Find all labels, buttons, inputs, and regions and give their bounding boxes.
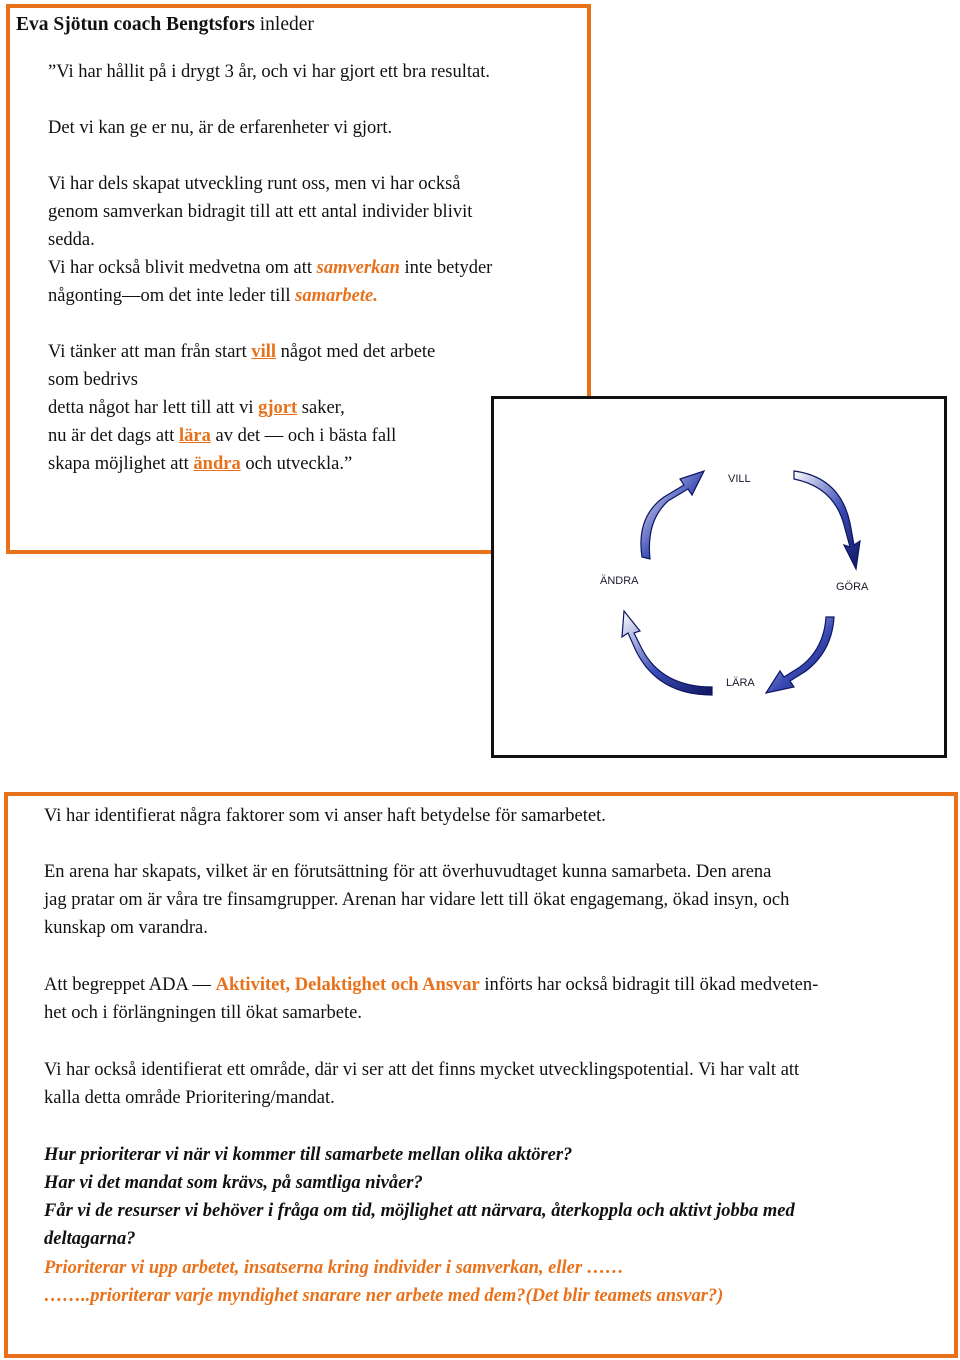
text: skapa möjlighet att — [48, 454, 194, 474]
keyword-andra: ändra — [193, 454, 241, 474]
arrow-vill-to-gora — [794, 471, 860, 569]
quote-line-9: som bedrivs — [48, 370, 138, 390]
paragraph-arena-line-3: kunskap om varandra. — [44, 918, 208, 938]
cycle-label-lara: LÄRA — [726, 677, 755, 689]
arrow-gora-to-lara — [766, 617, 834, 693]
question-1: Hur prioriterar vi när vi kommer till samarbete mellan olika aktörer? — [44, 1145, 573, 1165]
paragraph-arena-line-2: jag pratar om är våra tre finsamgrupper. Arenan har vidare lett till ökat engagemang, ökad insyn, och — [44, 890, 790, 910]
section-heading — [16, 14, 314, 36]
text: införts har också bidragit till ökad medveten- — [479, 975, 819, 995]
heading-speaker: Eva Sjötun coach Bengtsfors — [16, 14, 255, 35]
text: om det inte leder till — [140, 286, 296, 306]
keyword-vill: vill — [251, 342, 277, 362]
paragraph-arena-line-1: En arena har skapats, vilket är en förutsättning för att överhuvudtaget kunna samarbeta. Den arena — [44, 862, 772, 882]
text: något med det arbete — [276, 342, 436, 362]
text: detta något har lett till att vi — [48, 398, 259, 418]
paragraph-priority-line-1: Vi har också identifierat ett område, där vi ser att det finns mycket utvecklingspotential. Vi har valt att — [44, 1060, 800, 1080]
quote-line-7 — [48, 282, 588, 310]
cycle-diagram — [491, 396, 947, 758]
question-4: Prioriterar vi upp arbetet, insatserna kring individer i samverkan, eller …… — [44, 1258, 624, 1278]
emphasis-samverkan: samverkan — [316, 258, 400, 278]
quote-line-5: sedda. — [48, 230, 95, 250]
question-3-line-1: Får vi de resurser vi behöver i fråga om tid, möjlighet att närvara, återkoppla och aktivt jobba med — [44, 1201, 795, 1221]
cycle-arrows — [494, 399, 944, 755]
text: Vi tänker att man från start — [48, 342, 252, 362]
paragraph-priority-line-2: kalla detta område Prioritering/mandat. — [44, 1088, 335, 1108]
text: saker, — [297, 398, 345, 418]
text: och utveckla.” — [240, 454, 353, 474]
question-3-line-2: deltagarna? — [44, 1229, 136, 1249]
text: nu är det dags att — [48, 426, 179, 446]
quote-line-2: Det vi kan ge er nu, är de erfarenheter vi gjort. — [48, 118, 393, 138]
text: Vi har också blivit medvetna om att — [48, 258, 317, 278]
quote-line-8 — [48, 338, 588, 366]
question-5: ……..prioriterar varje myndighet snarare ner arbete med dem?(Det blir teamets ansvar?) — [44, 1286, 724, 1306]
cycle-label-gora: GÖRA — [836, 581, 869, 593]
paragraph-factors: Vi har identifierat några faktorer som vi anser haft betydelse för samarbetet. — [44, 806, 606, 826]
arrow-andra-to-vill — [641, 471, 704, 559]
text: Att begreppet ADA — — [44, 975, 216, 995]
question-2: Har vi det mandat som krävs, på samtliga nivåer? — [44, 1173, 423, 1193]
arrow-lara-to-andra — [622, 611, 712, 695]
heading-verb: inleder — [254, 14, 314, 35]
paragraph-ada-line-2: het och i förlängningen till ökat samarbete. — [44, 1003, 362, 1023]
text: inte betyder — [399, 258, 493, 278]
quote-line-1: ”Vi har hållit på i drygt 3 år, och vi har gjort ett bra resultat. — [48, 62, 491, 82]
cycle-label-vill: VILL — [728, 473, 751, 485]
text: av det — och i bästa fall — [210, 426, 397, 446]
keyword-gjort: gjort — [258, 398, 298, 418]
emphasis-samarbete: samarbete. — [295, 286, 378, 306]
text: någonting — [48, 286, 122, 306]
ada-definition: Aktivitet, Delaktighet och Ansvar — [215, 975, 480, 995]
em-dash: — — [122, 286, 141, 306]
keyword-lara: lära — [179, 426, 211, 446]
paragraph-ada-line-1 — [44, 971, 944, 1000]
quote-line-3: Vi har dels skapat utveckling runt oss, men vi har också — [48, 174, 461, 194]
cycle-label-andra: ÄNDRA — [600, 575, 639, 587]
quote-line-4: genom samverkan bidragit till att ett antal individer blivit — [48, 202, 473, 222]
quote-line-6 — [48, 254, 588, 282]
